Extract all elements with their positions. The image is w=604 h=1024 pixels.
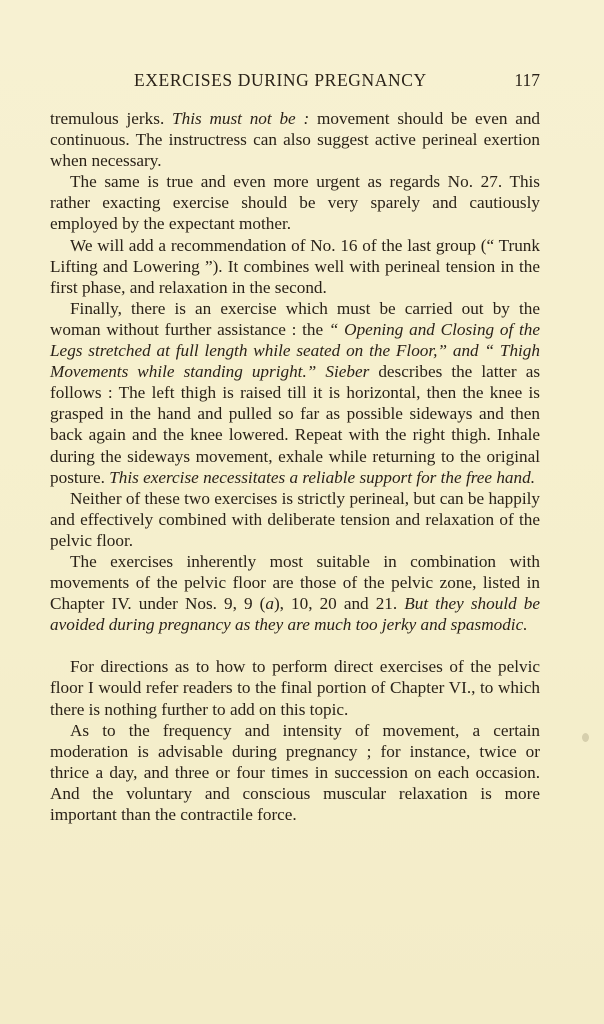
text-run: describes the latter as follows : The left thigh is raised till it is horizontal, then the knee is grasped in the hand and pulled so far as possible sideways and then back again and the knee lowered. Repeat with the right thigh. Inhale during the sideways movement, exhale while returning to the original posture. — [50, 362, 541, 487]
emphasis-text: a — [265, 594, 274, 614]
emphasis-text: But they should be avoided during pregnancy as they are much too jerky and spasmodic. — [50, 594, 540, 635]
paragraph: As to the frequency and intensity of movement, a certain moderation is advisable during pregnancy ; for instance, twice or thrice a day, and three or four times in succession on each occasion. And the voluntary and conscious muscular relaxation is more important than the contractile force. — [50, 720, 540, 824]
paragraph: We will add a recommendation of No. 16 of the last group (“ Trunk Lifting and Lowering ”). It combines well with perineal tension in the first phase, and relaxation in the second. — [50, 235, 540, 297]
paragraph-continuation — [50, 108, 540, 171]
page-number: 117 — [514, 70, 540, 90]
page-header — [50, 70, 540, 96]
paragraph: Neither of these two exercises is strictly perineal, but can be happily and effectively combined with deliberate tension and relaxation of the pelvic floor. — [50, 488, 540, 550]
text-run: Finally, there is an exercise which must be carried out by the woman without further assistance : the — [50, 298, 540, 339]
emphasis-text: This must not be : — [172, 109, 310, 128]
paper-speck — [582, 733, 589, 742]
paragraph — [50, 298, 540, 488]
text-run: ), 10, 20 and 21. — [273, 594, 398, 614]
text-run: tremulous jerks. — [50, 109, 165, 128]
author-name: Sieber — [325, 362, 370, 382]
text-run: The exercises inherently most suitable in combination with movements of the pelvic floor are those of the pelvic zone, listed in Chapter IV. under Nos. 9, 9 ( — [50, 551, 540, 614]
paragraph — [50, 551, 540, 635]
emphasis-text: This exercise necessitates a reliable support for the free hand. — [109, 467, 535, 487]
paragraph: The same is true and even more urgent as regards No. 27. This rather exacting exercise should be very sparely and cautiously employed by the expectant mother. — [50, 172, 540, 234]
paragraph: For directions as to how to perform direct exercises of the pelvic floor I would refer readers to the final portion of Chapter VI., to which there is nothing further to add on this topic. — [50, 657, 540, 719]
emphasis-text: “ Opening and Closing of the Legs stretched at full length while seated on the Floor,” and “ Thigh Movements while standing upright.” — [50, 319, 540, 382]
body-text — [50, 108, 540, 825]
section-gap — [50, 635, 540, 656]
text-run: movement should be even and continuous. The instructress can also suggest active perineal exertion when necessary. — [50, 109, 541, 171]
running-head: EXERCISES DURING PREGNANCY — [134, 70, 427, 90]
